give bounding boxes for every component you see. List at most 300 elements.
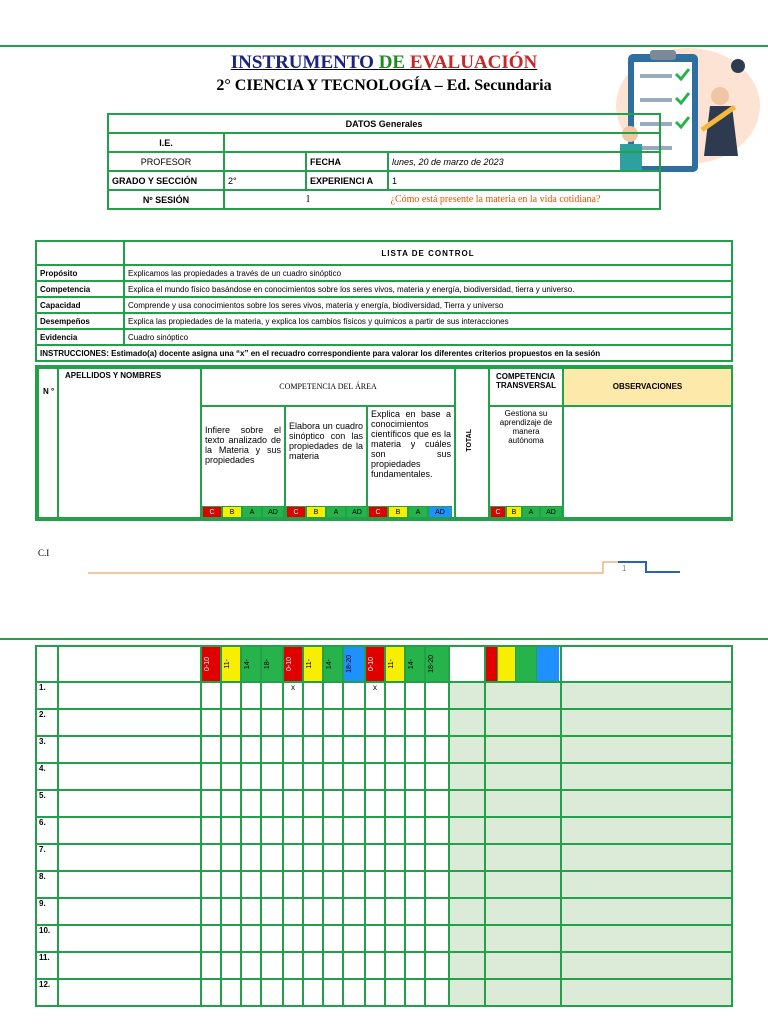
score-cell[interactable]	[323, 790, 343, 817]
score-cell[interactable]	[201, 952, 221, 979]
row-number: 5.	[36, 790, 58, 817]
score-cell[interactable]	[261, 790, 283, 817]
score-cell[interactable]	[241, 952, 261, 979]
total-column	[454, 367, 490, 519]
score-cell[interactable]	[241, 817, 261, 844]
score-cell[interactable]	[405, 709, 425, 736]
scale-a-1: A	[242, 506, 262, 518]
score-cell[interactable]	[343, 952, 365, 979]
score-cell[interactable]	[425, 736, 449, 763]
row-number: 10.	[36, 925, 58, 952]
page-number: 1	[622, 564, 627, 573]
table-row	[36, 790, 732, 817]
criterios-block	[35, 365, 733, 521]
student-name-cell[interactable]	[58, 790, 201, 817]
datos-generales-table	[107, 113, 661, 210]
score-cell[interactable]	[303, 952, 323, 979]
score-cell[interactable]	[221, 790, 241, 817]
score-cell[interactable]	[221, 898, 241, 925]
score-cell[interactable]	[303, 979, 323, 1006]
score-cell[interactable]	[405, 979, 425, 1006]
desempenos-label: Desempeños	[36, 313, 124, 329]
competencia-label: Competencia	[36, 281, 124, 297]
score-cell[interactable]	[405, 898, 425, 925]
student-name-cell[interactable]	[58, 871, 201, 898]
score-cell[interactable]	[221, 763, 241, 790]
student-name-cell[interactable]	[58, 844, 201, 871]
observaciones-cell[interactable]	[561, 844, 732, 871]
score-cell[interactable]	[221, 817, 241, 844]
score-cell[interactable]	[283, 763, 303, 790]
score-cell[interactable]	[425, 871, 449, 898]
scale-c-4: C	[490, 506, 506, 518]
range-b-3: 11-	[385, 646, 405, 682]
total-cell[interactable]	[449, 979, 485, 1006]
student-name-cell[interactable]	[58, 979, 201, 1006]
criterio-1: Infiere sobre el texto analizado de la Materia y sus propiedades	[200, 405, 286, 519]
score-cell[interactable]	[241, 736, 261, 763]
score-cell[interactable]	[385, 844, 405, 871]
score-cell[interactable]	[261, 952, 283, 979]
observaciones-cell[interactable]	[561, 763, 732, 790]
score-cell[interactable]	[385, 736, 405, 763]
scale-c-3: C	[368, 506, 388, 518]
score-cell[interactable]	[221, 844, 241, 871]
score-cell[interactable]	[261, 709, 283, 736]
transversal-ad-swatch	[537, 647, 559, 681]
score-cell[interactable]	[221, 979, 241, 1006]
score-cell[interactable]	[365, 871, 385, 898]
range-ad-3: 18-20	[425, 646, 449, 682]
score-cell[interactable]	[365, 925, 385, 952]
grid-header-observaciones	[561, 646, 732, 682]
range-c-1: 0-10	[201, 646, 221, 682]
score-cell[interactable]: x	[365, 682, 385, 709]
score-cell[interactable]	[385, 898, 405, 925]
table-row	[36, 682, 732, 709]
table-row	[36, 817, 732, 844]
score-cell[interactable]	[261, 817, 283, 844]
score-cell[interactable]	[405, 682, 425, 709]
student-name-cell[interactable]	[58, 736, 201, 763]
experiencia-label: EXPERIENCI A	[306, 171, 388, 190]
observaciones-cell[interactable]	[561, 871, 732, 898]
page2-top-rule	[0, 638, 768, 640]
student-name-cell[interactable]	[58, 709, 201, 736]
evaluation-grid	[35, 645, 733, 1007]
score-cell[interactable]	[201, 871, 221, 898]
score-cell[interactable]	[283, 898, 303, 925]
score-cell[interactable]	[323, 871, 343, 898]
score-cell[interactable]	[261, 979, 283, 1006]
score-cell[interactable]	[405, 763, 425, 790]
scale-b-1: B	[222, 506, 242, 518]
row-number: 3.	[36, 736, 58, 763]
transversal-cell[interactable]	[485, 736, 561, 763]
score-cell[interactable]	[201, 736, 221, 763]
grid-header-total	[449, 646, 485, 682]
row-number: 8.	[36, 871, 58, 898]
row-number: 9.	[36, 898, 58, 925]
score-cell[interactable]	[343, 871, 365, 898]
scale-c-1: C	[202, 506, 222, 518]
competencia-transversal-header: COMPETENCIA TRANSVERSAL	[488, 367, 564, 407]
score-cell[interactable]	[425, 790, 449, 817]
grid-header-name	[58, 646, 201, 682]
sesion-title[interactable]: ¿Cómo está presente la materia en la vida cotidiana?	[390, 194, 601, 205]
table-row	[36, 898, 732, 925]
total-cell[interactable]	[449, 763, 485, 790]
desempenos-value: Explica las propiedades de la materia, y explica los cambios físicos y químicos a partir de sus interacciones	[124, 313, 732, 329]
proposito-label: Propósito	[36, 265, 124, 281]
apellidos-header: APELLIDOS Y NOMBRES	[57, 367, 202, 519]
total-cell[interactable]	[449, 709, 485, 736]
student-name-cell[interactable]	[58, 817, 201, 844]
score-cell[interactable]	[343, 925, 365, 952]
scale-ad-2: AD	[346, 506, 368, 518]
score-cell[interactable]	[283, 817, 303, 844]
score-cell[interactable]	[385, 709, 405, 736]
score-cell[interactable]	[405, 952, 425, 979]
score-cell[interactable]	[283, 790, 303, 817]
score-cell[interactable]	[385, 682, 405, 709]
score-cell[interactable]	[365, 790, 385, 817]
score-cell[interactable]	[303, 736, 323, 763]
datos-heading: DATOS Generales	[108, 114, 660, 133]
total-cell[interactable]	[449, 925, 485, 952]
score-cell[interactable]	[261, 925, 283, 952]
scale-b-4: B	[506, 506, 522, 518]
profesor-label: PROFESOR	[108, 152, 224, 171]
observaciones-cell[interactable]	[561, 925, 732, 952]
score-cell[interactable]	[261, 844, 283, 871]
total-cell[interactable]	[449, 844, 485, 871]
score-cell[interactable]	[201, 844, 221, 871]
score-cell[interactable]	[385, 871, 405, 898]
score-cell[interactable]	[323, 952, 343, 979]
score-cell[interactable]	[405, 844, 425, 871]
score-cell[interactable]	[241, 844, 261, 871]
row-number: 6.	[36, 817, 58, 844]
score-cell[interactable]	[241, 709, 261, 736]
score-cell[interactable]	[385, 817, 405, 844]
row-number: 12.	[36, 979, 58, 1006]
score-cell[interactable]	[201, 763, 221, 790]
document-title: INSTRUMENTO DE EVALUACIÓN	[230, 52, 538, 73]
table-row	[36, 763, 732, 790]
score-cell[interactable]	[283, 925, 303, 952]
score-cell[interactable]	[283, 709, 303, 736]
instrucciones: INSTRUCCIONES: Estimado(a) docente asigna una “x” en el recuadro correspondiente para valorar los diferentes criterios propuestos en la sesión	[36, 345, 732, 361]
observaciones-cell[interactable]	[562, 405, 733, 519]
score-cell[interactable]	[405, 871, 425, 898]
scale-ad-3: AD	[428, 506, 452, 518]
table-row	[36, 736, 732, 763]
score-cell[interactable]	[221, 682, 241, 709]
row-number: 1.	[36, 682, 58, 709]
score-cell[interactable]	[303, 871, 323, 898]
score-cell[interactable]	[323, 925, 343, 952]
scale-b-2: B	[306, 506, 326, 518]
score-cell[interactable]	[201, 979, 221, 1006]
score-cell[interactable]	[323, 763, 343, 790]
score-cell[interactable]	[405, 736, 425, 763]
table-row	[36, 925, 732, 952]
fecha-value[interactable]: lunes, 20 de marzo de 2023	[388, 152, 660, 171]
grid-header-transversal	[485, 646, 561, 682]
total-cell[interactable]	[449, 898, 485, 925]
transversal-cell[interactable]	[485, 763, 561, 790]
score-cell[interactable]	[283, 871, 303, 898]
grado-value[interactable]: 2°	[224, 171, 306, 190]
score-cell[interactable]	[385, 952, 405, 979]
total-label: TOTAL	[466, 429, 473, 452]
student-name-cell[interactable]	[58, 763, 201, 790]
score-cell[interactable]	[241, 979, 261, 1006]
table-row	[36, 871, 732, 898]
score-cell[interactable]	[385, 790, 405, 817]
range-ad-1: 18-	[261, 646, 283, 682]
score-cell[interactable]	[241, 925, 261, 952]
score-cell[interactable]	[241, 790, 261, 817]
footer-rule	[88, 558, 688, 578]
score-cell[interactable]	[303, 898, 323, 925]
sesion-label: Nº SESIÓN	[108, 190, 224, 209]
score-cell[interactable]	[201, 817, 221, 844]
score-cell[interactable]	[343, 682, 365, 709]
transversal-cell[interactable]	[485, 709, 561, 736]
score-cell[interactable]	[303, 682, 323, 709]
score-cell[interactable]	[323, 898, 343, 925]
scale-a-4: A	[522, 506, 540, 518]
score-cell[interactable]	[283, 736, 303, 763]
criterio-2: Elabora un cuadro sinóptico con las propiedades de la materia	[284, 405, 368, 519]
profesor-value[interactable]	[224, 152, 306, 171]
n-column-header: N °	[37, 367, 59, 519]
table-row	[36, 709, 732, 736]
score-cell[interactable]	[283, 952, 303, 979]
observaciones-cell[interactable]	[561, 682, 732, 709]
ie-label: I.E.	[108, 133, 224, 152]
footer-left-text: C.I	[38, 548, 50, 558]
score-cell[interactable]	[221, 952, 241, 979]
student-name-cell[interactable]	[58, 952, 201, 979]
lista-de-control-table	[35, 240, 733, 362]
competencia-value: Explica el mundo físico basándose en conocimientos sobre los seres vivos, materia y energía, biodiversidad, tierra y universo.	[124, 281, 732, 297]
score-cell[interactable]	[365, 952, 385, 979]
score-cell[interactable]	[221, 709, 241, 736]
grid-header-n	[36, 646, 58, 682]
score-cell[interactable]	[425, 709, 449, 736]
range-a-1: 14-	[241, 646, 261, 682]
range-a-3: 14-	[405, 646, 425, 682]
table-row	[36, 979, 732, 1006]
observaciones-cell[interactable]	[561, 709, 732, 736]
score-cell[interactable]	[221, 871, 241, 898]
score-cell[interactable]	[201, 925, 221, 952]
score-cell[interactable]	[343, 736, 365, 763]
score-cell[interactable]	[323, 817, 343, 844]
score-cell[interactable]	[425, 763, 449, 790]
score-cell[interactable]	[221, 736, 241, 763]
score-cell[interactable]	[221, 925, 241, 952]
transversal-cell[interactable]	[485, 898, 561, 925]
ie-value[interactable]	[224, 133, 660, 152]
score-cell[interactable]	[323, 682, 343, 709]
document-subtitle: 2° CIENCIA Y TECNOLOGÍA – Ed. Secundaria	[216, 77, 552, 94]
score-cell[interactable]	[283, 844, 303, 871]
score-cell[interactable]	[323, 979, 343, 1006]
score-cell[interactable]	[365, 844, 385, 871]
score-cell[interactable]	[343, 763, 365, 790]
score-cell[interactable]	[323, 709, 343, 736]
transversal-cell[interactable]	[485, 952, 561, 979]
table-row	[36, 844, 732, 871]
transversal-cell[interactable]	[485, 871, 561, 898]
transversal-cell[interactable]	[485, 844, 561, 871]
score-cell[interactable]	[261, 736, 283, 763]
observaciones-cell[interactable]	[561, 979, 732, 1006]
score-cell[interactable]	[365, 979, 385, 1006]
fecha-label: FECHA	[306, 152, 388, 171]
score-cell[interactable]	[201, 709, 221, 736]
capacidad-label: Capacidad	[36, 297, 124, 313]
scale-c-2: C	[286, 506, 306, 518]
transversal-cell[interactable]	[485, 979, 561, 1006]
score-cell[interactable]	[241, 682, 261, 709]
score-cell[interactable]	[425, 682, 449, 709]
score-cell[interactable]	[241, 898, 261, 925]
transversal-cell[interactable]	[485, 790, 561, 817]
competencia-area-header: COMPETENCIA DEL ÁREA	[200, 367, 456, 407]
score-cell[interactable]	[261, 763, 283, 790]
observaciones-cell[interactable]	[561, 790, 732, 817]
experiencia-value[interactable]: 1	[388, 171, 660, 190]
score-cell[interactable]	[405, 817, 425, 844]
observaciones-cell[interactable]	[561, 898, 732, 925]
score-cell[interactable]	[343, 979, 365, 1006]
score-cell[interactable]	[303, 709, 323, 736]
score-cell[interactable]	[241, 871, 261, 898]
score-cell[interactable]	[425, 979, 449, 1006]
evidencia-value: Cuadro sinóptico	[124, 329, 732, 345]
score-cell[interactable]	[303, 763, 323, 790]
scale-ad-4: AD	[540, 506, 562, 518]
score-cell[interactable]	[323, 736, 343, 763]
score-cell[interactable]	[365, 898, 385, 925]
scale-a-3: A	[408, 506, 428, 518]
total-cell[interactable]	[449, 790, 485, 817]
score-cell[interactable]	[343, 709, 365, 736]
capacidad-value: Comprende y usa conocimientos sobre los seres vivos, materia y energía, biodiversidad, Tierra y universo	[124, 297, 732, 313]
score-cell[interactable]	[425, 817, 449, 844]
scale-b-3: B	[388, 506, 408, 518]
observaciones-cell[interactable]	[561, 736, 732, 763]
score-cell[interactable]	[261, 682, 283, 709]
observaciones-cell[interactable]	[561, 817, 732, 844]
range-ad-2: 18-20	[343, 646, 365, 682]
student-name-cell[interactable]	[58, 925, 201, 952]
score-cell[interactable]	[241, 763, 261, 790]
table-row	[36, 952, 732, 979]
score-cell[interactable]	[405, 790, 425, 817]
scale-a-2: A	[326, 506, 346, 518]
transversal-c-swatch	[486, 647, 498, 681]
score-cell[interactable]	[323, 844, 343, 871]
score-cell[interactable]	[425, 844, 449, 871]
transversal-cell[interactable]	[485, 682, 561, 709]
score-cell[interactable]	[385, 763, 405, 790]
observaciones-header: OBSERVACIONES	[562, 367, 733, 407]
score-cell[interactable]	[343, 898, 365, 925]
total-cell[interactable]	[449, 952, 485, 979]
score-cell[interactable]	[261, 871, 283, 898]
score-cell[interactable]	[303, 790, 323, 817]
range-b-1: 11-	[221, 646, 241, 682]
range-a-2: 14-	[323, 646, 343, 682]
evidencia-label: Evidencia	[36, 329, 124, 345]
score-cell[interactable]	[365, 709, 385, 736]
score-cell[interactable]	[303, 844, 323, 871]
score-cell[interactable]	[365, 763, 385, 790]
score-cell[interactable]	[425, 952, 449, 979]
score-cell[interactable]	[365, 736, 385, 763]
total-cell[interactable]	[449, 682, 485, 709]
total-cell[interactable]	[449, 736, 485, 763]
transversal-b-swatch	[498, 647, 516, 681]
observaciones-cell[interactable]	[561, 952, 732, 979]
grado-label: GRADO Y SECCIÓN	[108, 171, 224, 190]
score-cell[interactable]	[201, 682, 221, 709]
score-cell[interactable]	[385, 925, 405, 952]
row-number: 2.	[36, 709, 58, 736]
criterio-3: Explica en base a conocimientos científicos que es la materia y cuáles son sus propiedades fundamentales.	[366, 405, 456, 519]
transversal-a-swatch	[516, 647, 537, 681]
score-cell[interactable]: x	[283, 682, 303, 709]
range-c-3: 0-10	[365, 646, 385, 682]
row-number: 7.	[36, 844, 58, 871]
sesion-number[interactable]: 1	[305, 194, 311, 205]
score-cell[interactable]	[385, 979, 405, 1006]
proposito-value: Explicamos las propiedades a través de un cuadro sinóptico	[124, 265, 732, 281]
score-cell[interactable]	[201, 898, 221, 925]
total-cell[interactable]	[449, 871, 485, 898]
criterio-4: Gestiona su aprendizaje de manera autónoma	[488, 405, 564, 519]
score-cell[interactable]	[343, 790, 365, 817]
scale-ad-1: AD	[262, 506, 284, 518]
score-cell[interactable]	[405, 925, 425, 952]
student-name-cell[interactable]	[58, 682, 201, 709]
score-cell[interactable]	[425, 925, 449, 952]
total-cell[interactable]	[449, 817, 485, 844]
score-cell[interactable]	[343, 817, 365, 844]
student-name-cell[interactable]	[58, 898, 201, 925]
score-cell[interactable]	[425, 898, 449, 925]
score-cell[interactable]	[303, 817, 323, 844]
transversal-cell[interactable]	[485, 925, 561, 952]
score-cell[interactable]	[283, 979, 303, 1006]
row-number: 4.	[36, 763, 58, 790]
range-c-2: 0-10	[283, 646, 303, 682]
score-cell[interactable]	[343, 844, 365, 871]
transversal-cell[interactable]	[485, 817, 561, 844]
lista-title: LISTA DE CONTROL	[124, 241, 732, 265]
score-cell[interactable]	[365, 817, 385, 844]
score-cell[interactable]	[261, 898, 283, 925]
row-number: 11.	[36, 952, 58, 979]
score-cell[interactable]	[303, 925, 323, 952]
score-cell[interactable]	[201, 790, 221, 817]
